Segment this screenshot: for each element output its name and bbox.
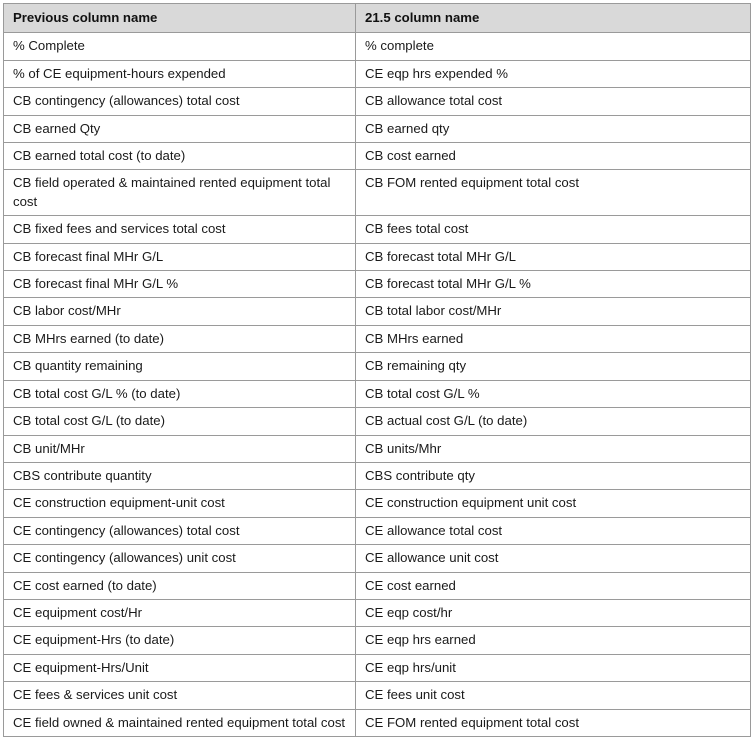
column-mapping-table-container	[3, 3, 750, 737]
new-column-name-cell: CB MHrs earned	[356, 325, 751, 352]
table-row	[4, 271, 751, 298]
column-mapping-table	[3, 3, 751, 737]
previous-column-name-cell: CE contingency (allowances) unit cost	[4, 545, 356, 572]
new-column-name-cell: CB units/Mhr	[356, 435, 751, 462]
table-row	[4, 435, 751, 462]
previous-column-name-cell: CB labor cost/MHr	[4, 298, 356, 325]
previous-column-name-cell: CB earned total cost (to date)	[4, 143, 356, 170]
new-column-name-cell: CB remaining qty	[356, 353, 751, 380]
previous-column-name-cell: CE contingency (allowances) total cost	[4, 517, 356, 544]
table-row	[4, 325, 751, 352]
table-row	[4, 517, 751, 544]
table-row	[4, 60, 751, 87]
new-column-name-cell: CB FOM rented equipment total cost	[356, 170, 751, 216]
new-column-name-cell: CE cost earned	[356, 572, 751, 599]
new-column-name-cell: CB earned qty	[356, 115, 751, 142]
new-column-name-cell: CB forecast total MHr G/L	[356, 243, 751, 270]
new-column-name-cell: CB allowance total cost	[356, 88, 751, 115]
previous-column-name-cell: CE equipment-Hrs/Unit	[4, 654, 356, 681]
new-column-name-cell: CB forecast total MHr G/L %	[356, 271, 751, 298]
new-column-name-cell: CE allowance total cost	[356, 517, 751, 544]
previous-column-name-cell: CB field operated & maintained rented equipment total cost	[4, 170, 356, 216]
header-previous-column-name: Previous column name	[4, 4, 356, 33]
previous-column-name-cell: CB contingency (allowances) total cost	[4, 88, 356, 115]
table-row	[4, 627, 751, 654]
previous-column-name-cell: CE construction equipment-unit cost	[4, 490, 356, 517]
table-row	[4, 298, 751, 325]
previous-column-name-cell: CB MHrs earned (to date)	[4, 325, 356, 352]
previous-column-name-cell: CE cost earned (to date)	[4, 572, 356, 599]
previous-column-name-cell: CB quantity remaining	[4, 353, 356, 380]
table-row	[4, 572, 751, 599]
new-column-name-cell: CE eqp hrs expended %	[356, 60, 751, 87]
table-row	[4, 709, 751, 736]
new-column-name-cell: CBS contribute qty	[356, 462, 751, 489]
previous-column-name-cell: % Complete	[4, 33, 356, 60]
previous-column-name-cell: CB earned Qty	[4, 115, 356, 142]
new-column-name-cell: CE construction equipment unit cost	[356, 490, 751, 517]
previous-column-name-cell: CB forecast final MHr G/L	[4, 243, 356, 270]
table-row	[4, 143, 751, 170]
previous-column-name-cell: CE equipment-Hrs (to date)	[4, 627, 356, 654]
header-new-column-name: 21.5 column name	[356, 4, 751, 33]
table-row	[4, 545, 751, 572]
previous-column-name-cell: CBS contribute quantity	[4, 462, 356, 489]
table-row	[4, 33, 751, 60]
previous-column-name-cell: CB fixed fees and services total cost	[4, 216, 356, 243]
previous-column-name-cell: CB total cost G/L (to date)	[4, 408, 356, 435]
new-column-name-cell: % complete	[356, 33, 751, 60]
new-column-name-cell: CE eqp hrs/unit	[356, 654, 751, 681]
new-column-name-cell: CE eqp hrs earned	[356, 627, 751, 654]
previous-column-name-cell: CE field owned & maintained rented equipment total cost	[4, 709, 356, 736]
table-row	[4, 88, 751, 115]
previous-column-name-cell: CB total cost G/L % (to date)	[4, 380, 356, 407]
new-column-name-cell: CB actual cost G/L (to date)	[356, 408, 751, 435]
new-column-name-cell: CB fees total cost	[356, 216, 751, 243]
previous-column-name-cell: CE fees & services unit cost	[4, 682, 356, 709]
table-row	[4, 462, 751, 489]
table-row	[4, 115, 751, 142]
table-row	[4, 216, 751, 243]
table-row	[4, 654, 751, 681]
previous-column-name-cell: CB unit/MHr	[4, 435, 356, 462]
new-column-name-cell: CB total labor cost/MHr	[356, 298, 751, 325]
previous-column-name-cell: CB forecast final MHr G/L %	[4, 271, 356, 298]
previous-column-name-cell: % of CE equipment-hours expended	[4, 60, 356, 87]
header-row	[4, 4, 751, 33]
new-column-name-cell: CE FOM rented equipment total cost	[356, 709, 751, 736]
table-row	[4, 682, 751, 709]
table-row	[4, 599, 751, 626]
table-row	[4, 170, 751, 216]
new-column-name-cell: CE allowance unit cost	[356, 545, 751, 572]
table-row	[4, 380, 751, 407]
table-row	[4, 408, 751, 435]
table-row	[4, 243, 751, 270]
table-row	[4, 353, 751, 380]
previous-column-name-cell: CE equipment cost/Hr	[4, 599, 356, 626]
new-column-name-cell: CE fees unit cost	[356, 682, 751, 709]
table-body	[4, 33, 751, 737]
new-column-name-cell: CB total cost G/L %	[356, 380, 751, 407]
new-column-name-cell: CB cost earned	[356, 143, 751, 170]
table-row	[4, 490, 751, 517]
new-column-name-cell: CE eqp cost/hr	[356, 599, 751, 626]
